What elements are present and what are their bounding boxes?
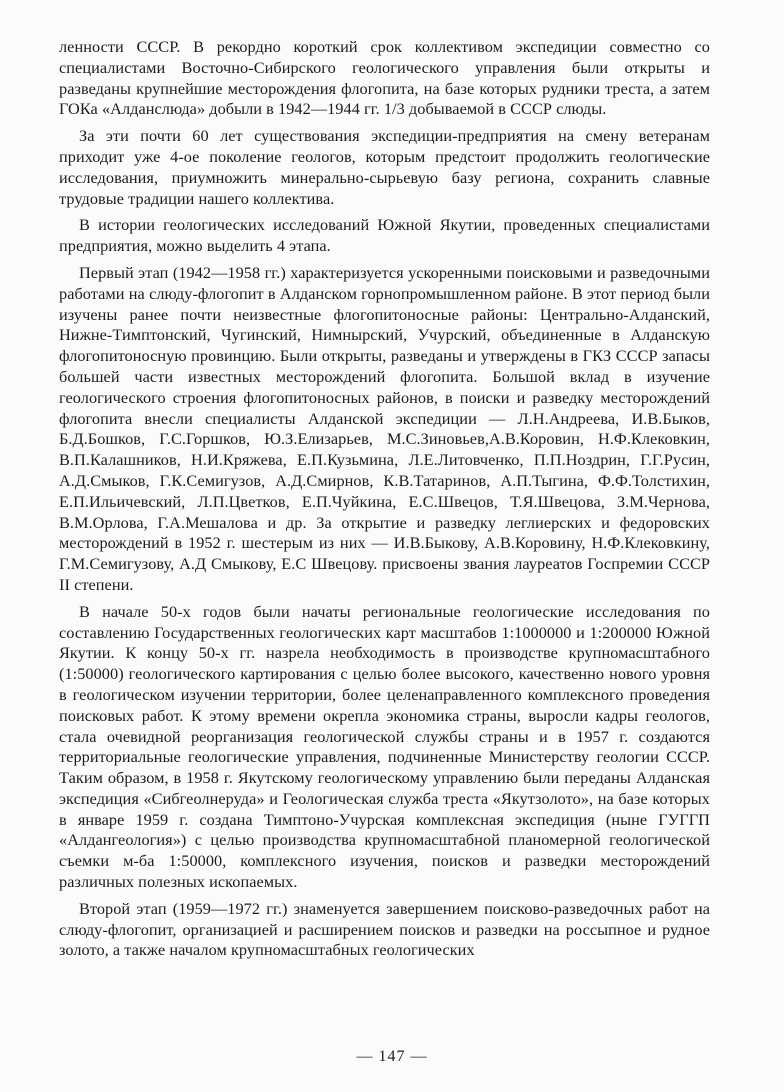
page-number: — 147 — — [356, 1048, 428, 1065]
paragraph-regional-studies: В начале 50-х годов были начаты региональные геологические исследования по составлению Государственных геологических карт масштабов 1:1000000 и 1:200000 Южной Якутии. К концу 50-х гг. назрела необходимость в производстве крупномасштабного (1:50000) геологического картирования с целью более высокого, качественно нового уровня в геологическом изучении территории, более целенаправленного комплексного проведения поисковых работ. К этому времени окрепла экономика страны, выросли кадры геологов, стала очевидной реорганизация геологической службы страны и в 1957 г. создаются территориальные геологические управления, подчиненные Министерству геологии СССР. Таким образом, в 1958 г. Якутскому геологическому управлению были переданы Алданская экспедиция «Сибгеолнеруда» и Геологическая служба треста «Якутзолото», на базе которых в январе 1959 г. создана Тимптоно-Учурская комплексная экспедиция (ныне ГУГГП «Алдангеология») с целью производства крупномасштабной планомерной геологической съемки м-ба 1:50000, комплексного изучения, поисков и разведки месторождений различных полезных ископаемых. — [59, 601, 710, 892]
paragraph-second-stage: Второй этап (1959—1972 гг.) знаменуется завершением поисково-разведочных работ на слюду-флогопит, организацией и расширением поисков и разведки на россыпное и рудное золото, а также началом крупномасштабных геологических — [59, 898, 710, 960]
paragraph-first-stage: Первый этап (1942—1958 гг.) характеризуется ускоренными поисковыми и разведочными работами на слюду-флогопит в Алданском горнопромышленном районе. В этот период были изучены ранее почти неизвестные флогопитоносные районы: Центрально-Алданский, Нижне-Тимптонский, Чугинский, Нимнырский, Учурский, объединенные в Алданскую флогопитоносную провинцию. Были открыты, разведаны и утверждены в ГКЗ СССР запасы большей части известных месторождений флогопита. Большой вклад в изучение геологического строения флогопитоносных районов, в поиски и разведку месторождений флогопита внесли специалисты Алданской экспедиции — Л.Н.Андреева, И.В.Быков, Б.Д.Бошков, Г.С.Горшков, Ю.З.Елизарьев, М.С.Зиновьев,А.В.Коровин, Н.Ф.Клековкин, В.П.Калашников, Н.И.Кряжева, Е.П.Кузьмина, Л.Е.Литовченко, П.П.Ноздрин, Г.Г.Русин, А.Д.Смыков, Г.К.Семигузов, А.Д.Смирнов, К.В.Татаринов, А.П.Тыгина, Ф.Ф.Толстихин, Е.П.Ильичевский, Л.П.Цветков, Е.П.Чуйкина, Е.С.Швецов, Т.Я.Швецова, З.М.Чернова, В.М.Орлова, Г.А.Мешалова и др. За открытие и разведку леглиерских и федоровских месторождений в 1952 г. шестерым из них — И.В.Быкову, А.В.Коровину, Н.Ф.Клековкину, Г.М.Семигузову, А.Д Смыкову, Е.С Швецову. присвоены звания лауреатов Госпремии СССР II степени. — [59, 262, 710, 594]
paragraph-continuation: ленности СССР. В рекордно короткий срок коллективом экспедиции совместно со специалистами Восточно-Сибирского геологического управления были открыты и разведаны крупнейшие месторождения флогопита, на базе которых рудники треста, а затем ГОКа «Алданслюда» добыли в 1942—1944 гг. 1/3 добываемой в СССР слюды. — [59, 37, 710, 119]
paragraph-stages-intro: В истории геологических исследований Южной Якутии, проведенных специалистами предприятия, можно выделить 4 этапа. — [59, 215, 710, 256]
paragraph-generations: За эти почти 60 лет существования экспедиции-предприятия на смену ветеранам приходит уже 4-ое поколение геологов, которым предстоит продолжить геологические исследования, приумножить минерально-сырьевую базу региона, сохранить славные трудовые традиции нашего коллектива. — [59, 126, 710, 208]
